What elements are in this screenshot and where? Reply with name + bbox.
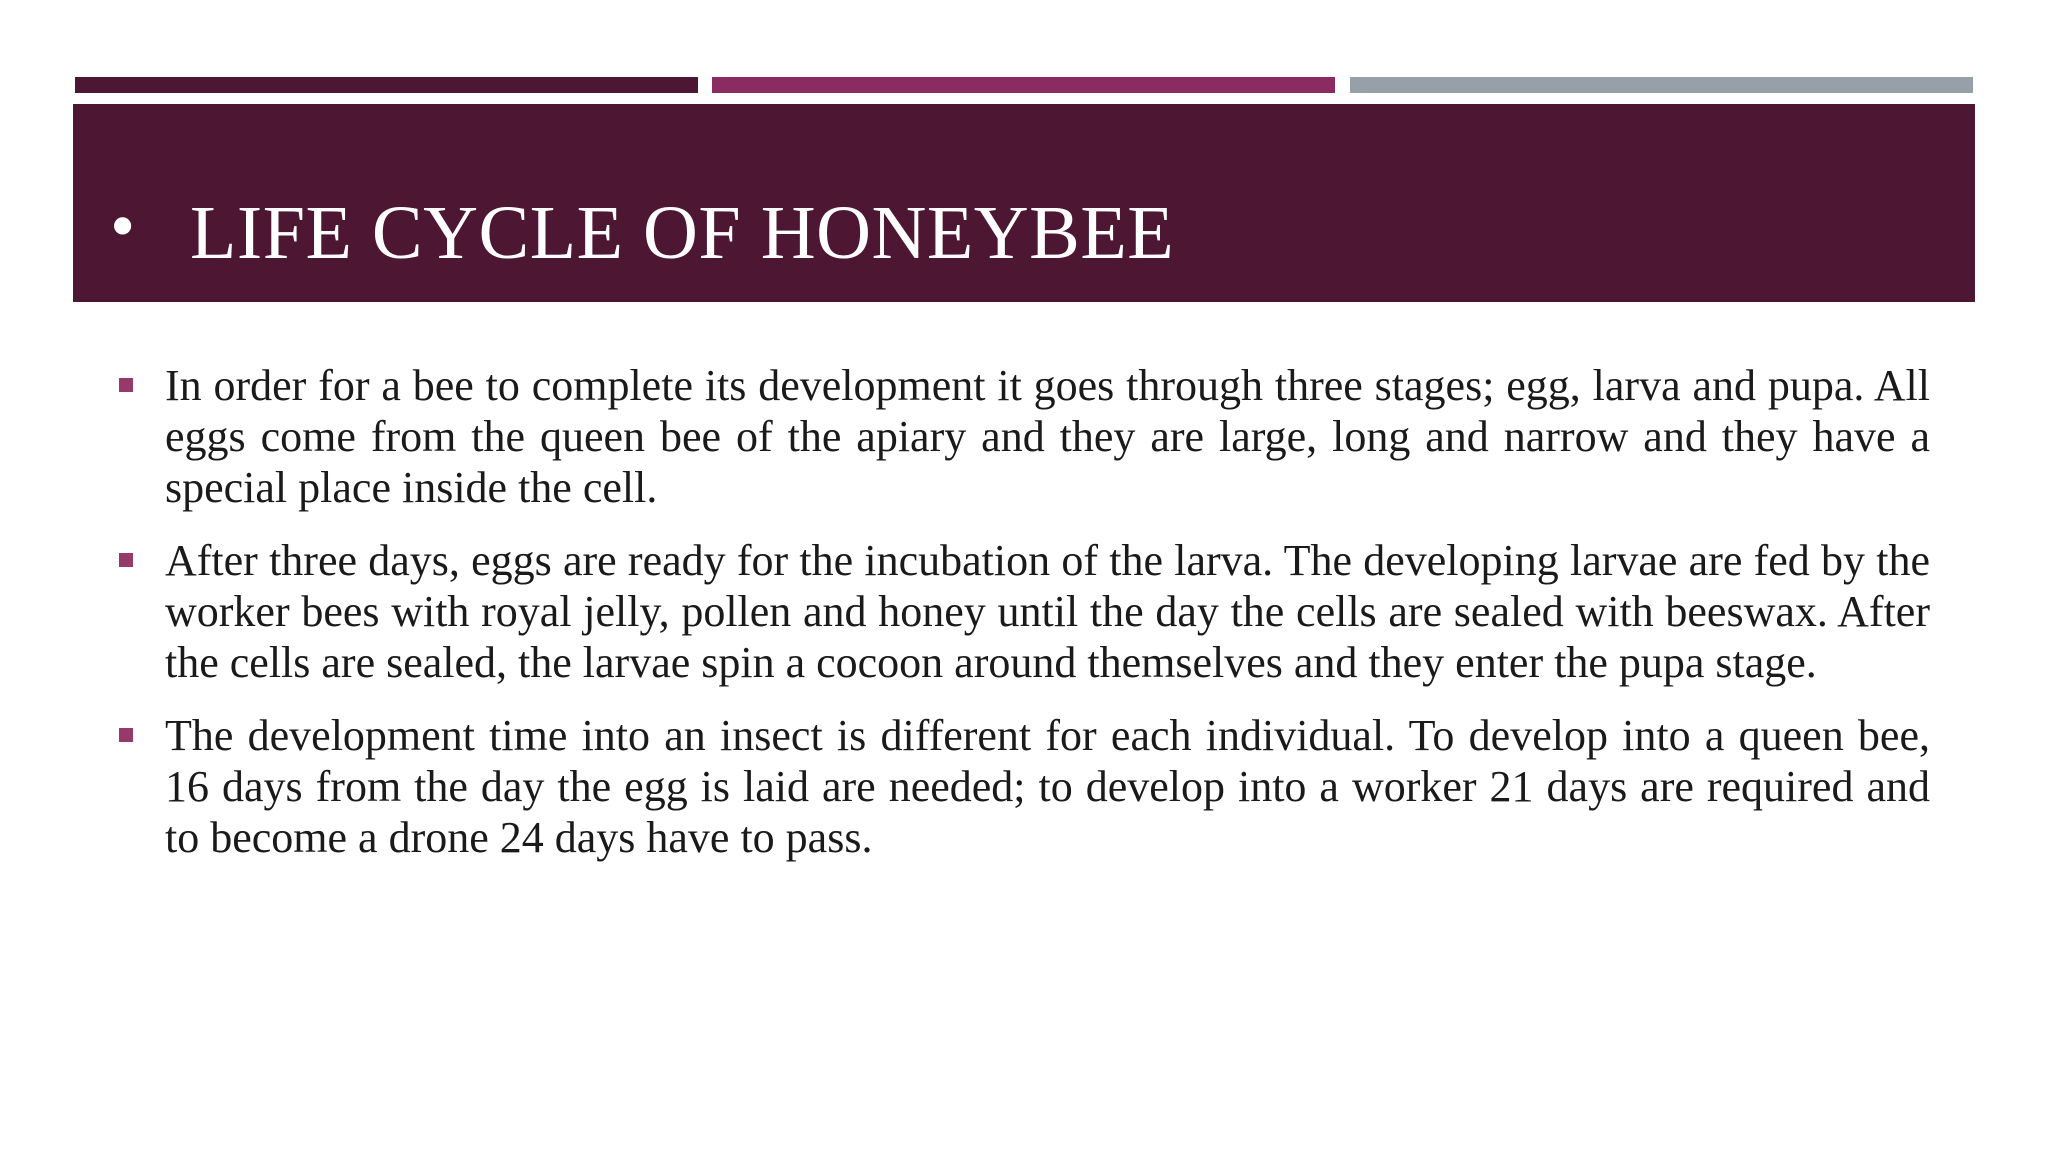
slide-title: LIFE CYCLE OF HONEYBEE	[190, 191, 1175, 275]
paragraph-text: In order for a bee to complete its development it goes through three stages; egg, larva and pupa. All eggs come from the queen bee of the apiary and they are large, long and narrow and they have a special place inside the cell.	[165, 361, 1930, 512]
bullet-paragraph	[115, 360, 1930, 513]
bullet-paragraph	[115, 710, 1930, 863]
square-bullet-icon	[119, 553, 133, 567]
square-bullet-icon	[119, 378, 133, 392]
accent-bar-dark	[75, 77, 698, 93]
accent-bar-gray	[1350, 77, 1973, 93]
paragraph-text: After three days, eggs are ready for the incubation of the larva. The developing larvae are fed by the worker bees with royal jelly, pollen and honey until the day the cells are sealed with beeswax. After the cells are sealed, the larvae spin a cocoon around themselves and they enter the pupa stage.	[165, 536, 1930, 687]
bullet-paragraph	[115, 535, 1930, 688]
accent-bar-pink	[712, 77, 1335, 93]
slide-body	[115, 360, 1930, 885]
square-bullet-icon	[119, 728, 133, 742]
title-bullet-icon: •	[110, 186, 136, 266]
paragraph-text: The development time into an insect is different for each individual. To develop into a queen bee, 16 days from the day the egg is laid are needed; to develop into a worker 21 days are required and to become a drone 24 days have to pass.	[165, 711, 1930, 862]
